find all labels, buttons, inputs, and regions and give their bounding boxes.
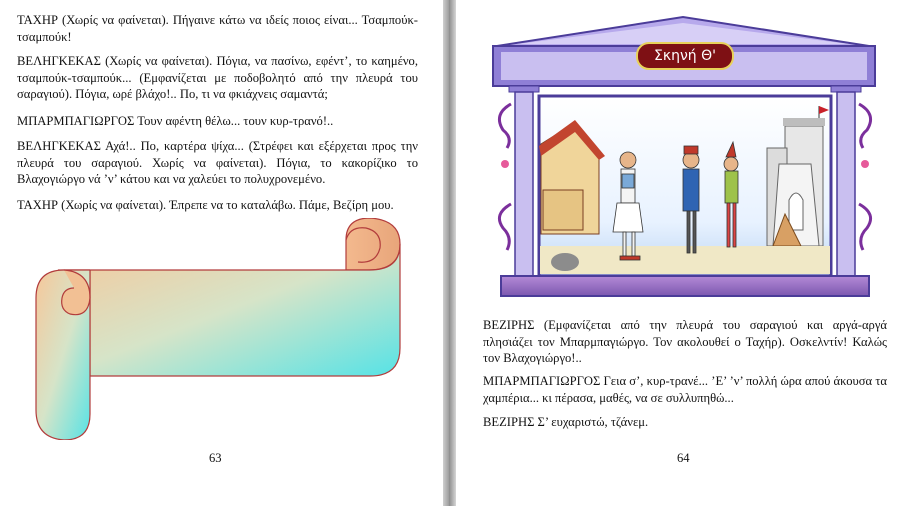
right-page [456,0,901,506]
left-paragraph-1: ΤΑΧΗΡ (Χωρίς να φαίνεται). Πήγαινε κάτω να ιδείς ποιος είναι... Τσαμπούκ-τσαμπούκ! [17,13,418,44]
left-paragraph-2: ΒΕΛΗΓΚΕΚΑΣ (Χωρίς να φαίνεται). Πόγια, να πασίνω, εφέντ’, το καημένο, τσαμπούκ-τσαμπούκ... (Εμφανίζεται με ποδοβολητό από την πλευρά του σαραγιού). Πόγια, ωρέ βλάχο!.. Πο, τι να φκιάχνεις σαμαντά; [17,54,418,102]
parchment-scroll-illustration [34,218,404,440]
left-paragraph-3: ΜΠΑΡΜΠΑΓΙΩΡΓΟΣ Τουν αφέντη θέλω... τουν κυρ-τρανό!.. [17,114,334,128]
page-number-64: 64 [677,451,690,465]
right-paragraph-1: ΒΕΖΙΡΗΣ (Εμφανίζεται από την πλευρά του σαραγιού και αργά-αργά πλησιάζει τον Μπαρμπαγιώργο. Τον ακολουθεί ο Ταχήρ). Οσκελντίν! Καλώς τον Βλαχογιώργο!.. [483,318,887,366]
left-paragraph-4: ΒΕΛΗΓΚΕΚΑΣ Αχά!.. Πο, καρτέρα ψίχα... (Στρέφει και εξέρχεται προς την πλευρά του σαραγιού. Χωρίς να φαίνεται). Πόγια, το κακορίζικο το Βλαχογιώργο νά ’ν’ κάτου και να χαλεύει το πολυχρονεμένο. [17,139,418,187]
left-paragraph-5: ΤΑΧΗΡ (Χωρίς να φαίνεται). Έπρεπε να το καταλάβω. Πάμε, Βεζίρη μου. [17,198,394,212]
left-page [0,0,443,506]
right-paragraph-3: ΒΕΖΙΡΗΣ Σ’ ευχαριστώ, τζάνεμ. [483,415,649,429]
scene-title-badge: Σκηνή Θ' [636,42,734,70]
right-paragraph-2: ΜΠΑΡΜΠΑΓΙΩΡΓΟΣ Γεια σ’, κυρ-τρανέ... ’Ε’ ’ν’ πολλή ώρα απού άκουσα τα χαμπέρια... κι πέρασα, μαθές, να σε συλλυπηθώ... [483,374,887,405]
page-number-63: 63 [209,451,222,465]
book-gutter-right [449,0,456,506]
